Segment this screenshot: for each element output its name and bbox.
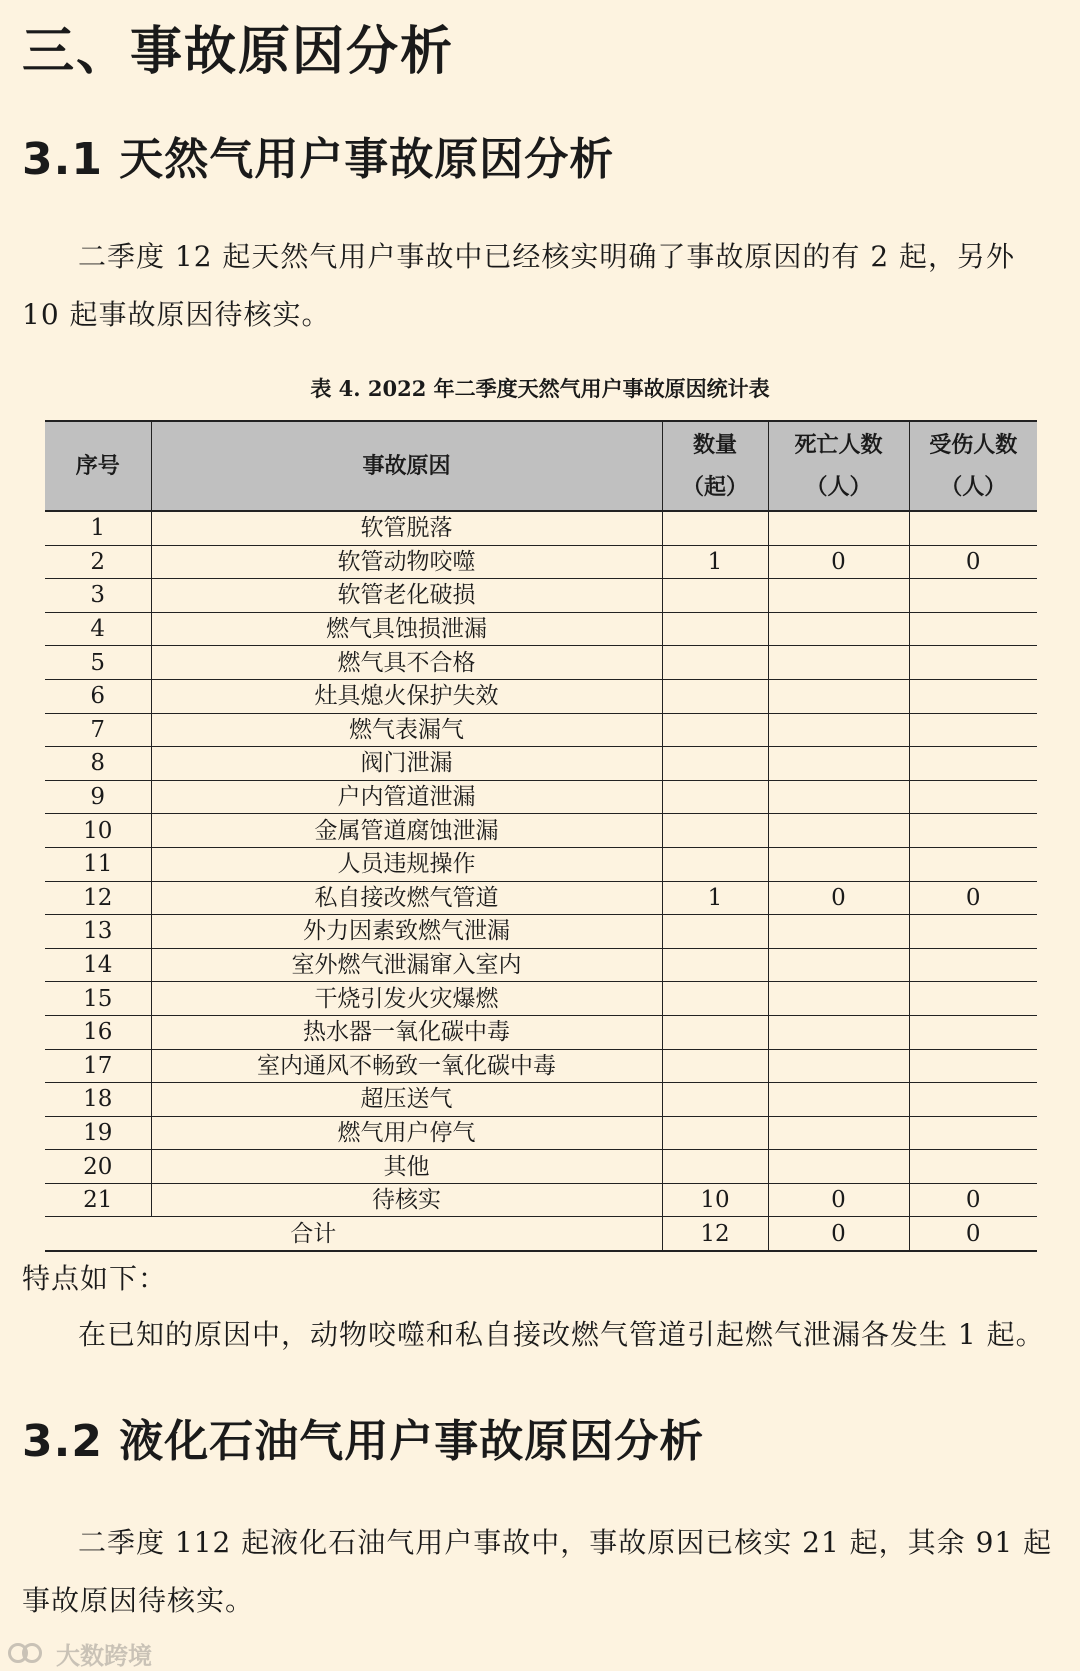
- cell-cause: 其他: [151, 1150, 662, 1184]
- cell-deaths: 0: [768, 1183, 909, 1217]
- cell-count: [662, 579, 768, 613]
- cell-injuries: [909, 747, 1037, 781]
- cell-cause: 软管老化破损: [151, 579, 662, 613]
- table-row: [45, 982, 1037, 1016]
- cell-count: [662, 679, 768, 713]
- cell-seq: 20: [45, 1150, 151, 1184]
- cell-seq: 7: [45, 713, 151, 747]
- cell-count: 1: [662, 881, 768, 915]
- cell-count: [662, 747, 768, 781]
- cell-seq: 21: [45, 1183, 151, 1217]
- cell-deaths: [768, 814, 909, 848]
- cell-injuries: 0: [909, 1183, 1037, 1217]
- logo-rings-icon: [8, 1641, 50, 1667]
- cell-count: [662, 1116, 768, 1150]
- cell-seq: 13: [45, 915, 151, 949]
- cell-injuries: [909, 511, 1037, 545]
- cell-deaths: [768, 1083, 909, 1117]
- table-row: [45, 915, 1037, 949]
- cell-seq: 4: [45, 612, 151, 646]
- header-cause: 事故原因: [151, 421, 662, 511]
- watermark: [8, 1636, 152, 1671]
- cell-count: [662, 948, 768, 982]
- table-row: [45, 847, 1037, 881]
- table-row: [45, 579, 1037, 613]
- cell-cause: 燃气具蚀损泄漏: [151, 612, 662, 646]
- cell-deaths: [768, 915, 909, 949]
- cell-injuries: [909, 1083, 1037, 1117]
- cell-injuries: 0: [909, 881, 1037, 915]
- cell-count: [662, 612, 768, 646]
- cell-count: [662, 646, 768, 680]
- table-row: [45, 1015, 1037, 1049]
- cell-deaths: 0: [768, 545, 909, 579]
- features-text: 在已知的原因中，动物咬噬和私自接改燃气管道引起燃气泄漏各发生 1 起。: [78, 1318, 1045, 1351]
- cell-total-label: 合计: [45, 1217, 662, 1251]
- cell-cause: 室内通风不畅致一氧化碳中毒: [151, 1049, 662, 1083]
- cell-injuries: [909, 612, 1037, 646]
- table-row: [45, 948, 1037, 982]
- table-row: [45, 1116, 1037, 1150]
- lpg-summary-paragraph: 二季度 112 起液化石油气用户事故中，事故原因已核实 21 起，其余 91 起事故原因待核实。: [22, 1526, 1053, 1617]
- cell-cause: 户内管道泄漏: [151, 780, 662, 814]
- cell-deaths: [768, 982, 909, 1016]
- accident-cause-table: [45, 420, 1037, 1252]
- table-row: [45, 780, 1037, 814]
- cell-deaths: [768, 1015, 909, 1049]
- cell-deaths: [768, 1049, 909, 1083]
- cell-deaths: [768, 612, 909, 646]
- cell-injuries: [909, 1150, 1037, 1184]
- table-row: [45, 612, 1037, 646]
- cell-cause: 外力因素致燃气泄漏: [151, 915, 662, 949]
- cell-deaths: [768, 579, 909, 613]
- cell-cause: 人员违规操作: [151, 847, 662, 881]
- table-row: [45, 881, 1037, 915]
- subsection-title-lpg: 3.2 液化石油气用户事故原因分析: [22, 1416, 705, 1467]
- cell-count: [662, 982, 768, 1016]
- cell-deaths: [768, 847, 909, 881]
- cell-injuries: [909, 1015, 1037, 1049]
- cell-count: [662, 1150, 768, 1184]
- cell-injuries: [909, 1116, 1037, 1150]
- section-title: 三、事故原因分析: [22, 22, 455, 82]
- cell-count: [662, 1015, 768, 1049]
- table-row: [45, 713, 1037, 747]
- cell-count: [662, 1083, 768, 1117]
- table-row: [45, 1150, 1037, 1184]
- cell-cause: 燃气表漏气: [151, 713, 662, 747]
- cell-count: [662, 713, 768, 747]
- cell-count: 1: [662, 545, 768, 579]
- cell-cause: 热水器一氧化碳中毒: [151, 1015, 662, 1049]
- cell-cause: 干烧引发火灾爆燃: [151, 982, 662, 1016]
- cell-seq: 6: [45, 679, 151, 713]
- cell-cause: 灶具熄火保护失效: [151, 679, 662, 713]
- cell-injuries: [909, 646, 1037, 680]
- cell-injuries: [909, 915, 1037, 949]
- cell-injuries: [909, 579, 1037, 613]
- cell-cause: 阀门泄漏: [151, 747, 662, 781]
- cell-deaths: [768, 713, 909, 747]
- cell-cause: 燃气具不合格: [151, 646, 662, 680]
- cell-seq: 1: [45, 511, 151, 545]
- table-row: [45, 747, 1037, 781]
- table-row: [45, 1049, 1037, 1083]
- table-row: [45, 814, 1037, 848]
- natural-gas-summary-paragraph: 二季度 12 起天然气用户事故中已经核实明确了事故原因的有 2 起，另外 10 起事故原因待核实。: [22, 240, 1016, 331]
- cell-cause: 超压送气: [151, 1083, 662, 1117]
- table-caption: 表 4. 2022 年二季度天然气用户事故原因统计表: [310, 376, 770, 401]
- cell-seq: 11: [45, 847, 151, 881]
- cell-count: [662, 915, 768, 949]
- cell-injuries: [909, 679, 1037, 713]
- table-row: [45, 646, 1037, 680]
- cell-total-injuries: 0: [909, 1217, 1037, 1251]
- cell-deaths: [768, 747, 909, 781]
- cell-injuries: [909, 780, 1037, 814]
- table-row: [45, 679, 1037, 713]
- cell-count: [662, 511, 768, 545]
- cell-deaths: [768, 646, 909, 680]
- cell-seq: 17: [45, 1049, 151, 1083]
- cell-deaths: 0: [768, 881, 909, 915]
- cell-count: [662, 814, 768, 848]
- header-deaths: 死亡人数 （人）: [768, 421, 909, 511]
- cell-injuries: [909, 814, 1037, 848]
- cell-count: 10: [662, 1183, 768, 1217]
- table-row: [45, 545, 1037, 579]
- header-seq: 序号: [45, 421, 151, 511]
- header-count: 数量 （起）: [662, 421, 768, 511]
- subsection-title-natural-gas: 3.1 天然气用户事故原因分析: [22, 134, 615, 185]
- cell-seq: 3: [45, 579, 151, 613]
- cell-seq: 10: [45, 814, 151, 848]
- cell-deaths: [768, 780, 909, 814]
- cell-injuries: [909, 713, 1037, 747]
- table-row: [45, 1183, 1037, 1217]
- cell-cause: 软管动物咬噬: [151, 545, 662, 579]
- features-label: 特点如下：: [22, 1262, 168, 1295]
- cell-injuries: 0: [909, 545, 1037, 579]
- cell-seq: 18: [45, 1083, 151, 1117]
- cell-injuries: [909, 1049, 1037, 1083]
- cell-cause: 室外燃气泄漏窜入室内: [151, 948, 662, 982]
- cell-seq: 12: [45, 881, 151, 915]
- cell-cause: 待核实: [151, 1183, 662, 1217]
- cell-deaths: [768, 679, 909, 713]
- cell-seq: 2: [45, 545, 151, 579]
- cell-deaths: [768, 1150, 909, 1184]
- table-header-row: [45, 421, 1037, 511]
- table-body: [45, 511, 1037, 1251]
- table-row: [45, 511, 1037, 545]
- cell-cause: 私自接改燃气管道: [151, 881, 662, 915]
- cell-cause: 金属管道腐蚀泄漏: [151, 814, 662, 848]
- table-total-row: [45, 1217, 1037, 1251]
- cell-count: [662, 1049, 768, 1083]
- cell-seq: 5: [45, 646, 151, 680]
- cell-cause: 软管脱落: [151, 511, 662, 545]
- cell-count: [662, 847, 768, 881]
- watermark-text: 大数跨境: [56, 1642, 152, 1670]
- cell-seq: 14: [45, 948, 151, 982]
- header-injuries: 受伤人数 （人）: [909, 421, 1037, 511]
- cell-seq: 9: [45, 780, 151, 814]
- cell-count: [662, 780, 768, 814]
- cell-total-count: 12: [662, 1217, 768, 1251]
- cell-deaths: [768, 511, 909, 545]
- cell-injuries: [909, 847, 1037, 881]
- cell-deaths: [768, 1116, 909, 1150]
- cell-seq: 19: [45, 1116, 151, 1150]
- cell-total-deaths: 0: [768, 1217, 909, 1251]
- cell-injuries: [909, 982, 1037, 1016]
- table-row: [45, 1083, 1037, 1117]
- cell-deaths: [768, 948, 909, 982]
- cell-seq: 15: [45, 982, 151, 1016]
- cell-cause: 燃气用户停气: [151, 1116, 662, 1150]
- cell-seq: 8: [45, 747, 151, 781]
- cell-seq: 16: [45, 1015, 151, 1049]
- cell-injuries: [909, 948, 1037, 982]
